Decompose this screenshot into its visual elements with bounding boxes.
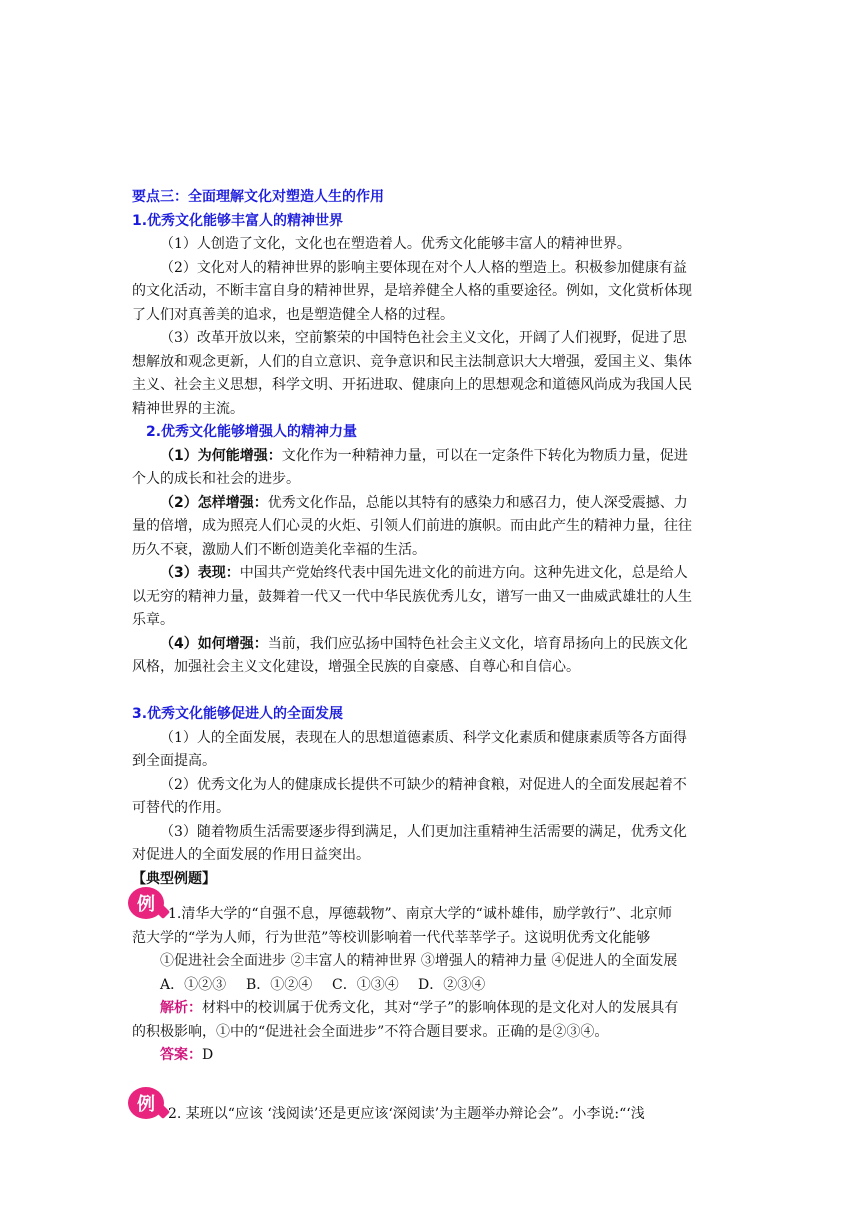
example-question: 2. 某班以“应该 ‘浅阅读’还是更应该‘深阅读’为主题举办辩论会”。小李说:“‘浅 (168, 1106, 645, 1122)
part2-item (132, 633, 732, 657)
part3-paragraph: 对促进人的全面发展的作用日益突出。 (132, 847, 370, 863)
part2-item (132, 445, 732, 469)
item-text: 历久不衰，激励人们不断创造美化幸福的生活。 (132, 541, 426, 558)
example-options (132, 974, 732, 998)
item-label: （3）表现： (160, 565, 240, 581)
part3-paragraph: 到全面提高。 (132, 753, 216, 769)
item-text: 优秀文化作品，总能以其特有的感染力和感召力，使人深受震撼、力 (267, 494, 688, 511)
part1-paragraph: 想解放和观念更新，人们的自立意识、竞争意识和民主法制意识大大增强，爱国主义、集体 (132, 353, 692, 370)
example-statements: ①促进社会全面进步 ②丰富人的精神世界 ③增强人的精神力量 ④促进人的全面发展 (160, 953, 678, 969)
section-title: 要点三：全面理解文化对塑造人生的作用 (132, 189, 384, 205)
analysis-text: 的积极影响，①中的“促进社会全面进步”不符合题目要求。正确的是②③④。 (132, 1023, 609, 1040)
example-analysis (132, 997, 732, 1021)
item-text: 乐章。 (132, 612, 174, 628)
part1-paragraph: 精神世界的主流。 (132, 400, 244, 417)
part3-heading: 3.优秀文化能够促进人的全面发展 (132, 706, 344, 722)
answer-value: D (202, 1047, 214, 1063)
item-label: （2）怎样增强： (160, 494, 268, 511)
part2-heading: 2.优秀文化能够增强人的精神力量 (146, 424, 358, 440)
part3-paragraph: 可替代的作用。 (132, 800, 230, 816)
example-question: 范大学的“学为人师，行为世范”等校训影响着一代代莘莘学子。这说明优秀文化能够 (132, 929, 651, 946)
part1-paragraph: （1）人创造了文化，文化也在塑造着人。优秀文化能够丰富人的精神世界。 (160, 236, 631, 252)
part3-paragraph: （3）随着物质生活需要逐步得到满足，人们更加注重精神生活需要的满足，优秀文化 (160, 823, 687, 840)
item-text: 当前，我们应弘扬中国特色社会主义文化，培育昂扬向上的民族文化 (267, 635, 688, 652)
part1-paragraph: （3）改革开放以来，空前繁荣的中国特色社会主义文化，开阔了人们视野，促进了思 (160, 330, 687, 346)
option-a: A．①②③ (160, 976, 227, 993)
option-b: B．①②④ (246, 976, 313, 993)
example-badge-icon: 例 (128, 1087, 164, 1119)
item-text: 以无穷的精神力量，鼓舞着一代又一代中华民族优秀儿女，谱写一曲又一曲威武雄壮的人生 (132, 588, 692, 605)
document-page (132, 186, 732, 1127)
part2-item (132, 492, 732, 516)
example-2 (132, 1091, 732, 1127)
item-text: 个人的成长和社会的进步。 (132, 471, 300, 487)
item-text: 文化作为一种精神力量，可以在一定条件下转化为物质力量，促进 (281, 447, 688, 464)
part1-paragraph: 的文化活动，不断丰富自身的精神世界，是培养健全人格的重要途径。例如，文化赏析体现 (132, 283, 692, 299)
analysis-label: 解析： (160, 1000, 202, 1016)
part1-paragraph: 了人们对真善美的追求，也是塑造健全人格的过程。 (132, 306, 454, 323)
part3-paragraph: （1）人的全面发展，表现在人的思想道德素质、科学文化素质和健康素质等各方面得 (160, 729, 687, 746)
spacer (132, 680, 732, 704)
analysis-text: 材料中的校训属于优秀文化，其对“学子”的影响体现的是文化对人的发展具有 (202, 1000, 679, 1016)
option-c: C．①③④ (332, 976, 399, 993)
item-text: 量的倍增，成为照亮人们心灵的火炬、引领人们前进的旗帜。而由此产生的精神力量，往往 (132, 518, 692, 534)
spacer (132, 1068, 732, 1092)
part2-item (132, 562, 732, 586)
example-answer (132, 1044, 732, 1068)
part1-heading: 1.优秀文化能够丰富人的精神世界 (132, 212, 344, 229)
example-badge-icon: 例 (128, 887, 164, 919)
answer-label: 答案： (160, 1047, 202, 1063)
item-label: （1）为何能增强： (160, 447, 282, 464)
example-question: 1.清华大学的“自强不息，厚德载物”、南京大学的“诚朴雄伟，励学敦行”、北京师 (168, 906, 672, 922)
item-text: 风格，加强社会主义文化建设，增强全民族的自豪感、自尊心和自信心。 (132, 659, 580, 675)
part1-paragraph: 主义、社会主义思想，科学文明、开拓进取、健康向上的思想观念和道德风尚成为我国人民 (132, 377, 692, 393)
item-text: 中国共产党始终代表中国先进文化的前进方向。这种先进文化，总是给人 (239, 565, 688, 581)
item-label: （4）如何增强： (160, 635, 268, 652)
option-d: D．②③④ (418, 976, 486, 993)
part3-paragraph: （2）优秀文化为人的健康成长提供不可缺少的精神食粮，对促进人的全面发展起着不 (160, 776, 687, 793)
part1-paragraph: （2）文化对人的精神世界的影响主要体现在对个人人格的塑造上。积极参加健康有益 (160, 259, 687, 276)
examples-heading: 【典型例题】 (132, 870, 216, 887)
example-1 (132, 891, 732, 1068)
